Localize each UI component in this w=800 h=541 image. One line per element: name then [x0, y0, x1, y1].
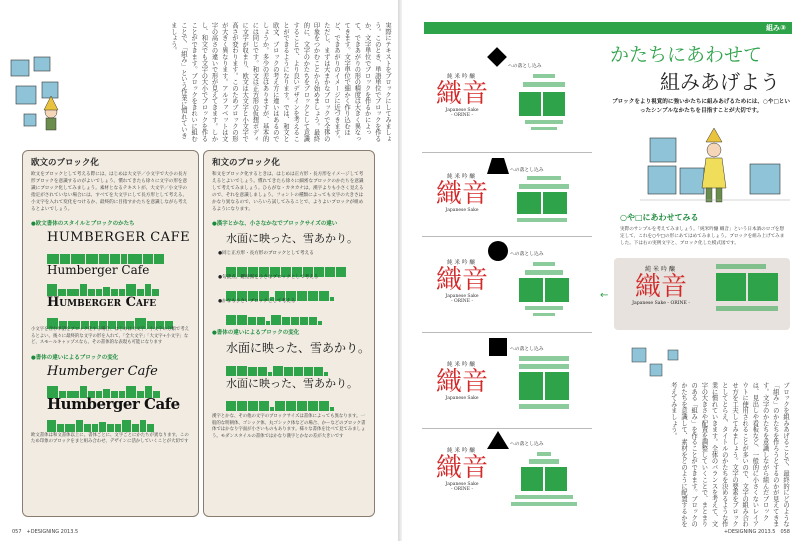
- example-top: 純米吟醸: [644, 266, 677, 273]
- headline-line-1: かたちにあわせて: [610, 44, 763, 66]
- example-block-diagram: [710, 264, 786, 324]
- sake-en-3: Japanese Sake: [445, 294, 479, 299]
- small-blocks-illustration: [628, 342, 688, 382]
- sake-big-5: 織音: [435, 453, 488, 483]
- roman-blocks-1: [47, 245, 197, 257]
- sake-en-2: Japanese Sake: [445, 208, 479, 213]
- headline-line-2: 組みあげよう: [660, 70, 780, 94]
- block-diagram-2: [505, 176, 585, 232]
- left-page: [0, 0, 398, 541]
- drop-label-4: への落とし込み: [510, 347, 544, 352]
- sake-en2-3: - ORINE -: [451, 299, 473, 304]
- japanese-box-body: 和文をブロック化するときは、はじめは正方形・長方形をイメージして考えるとよいでしょう。慣れてきたら徐々に細密なブロックのかたちを意識して考えてみましょう。ひらがな・カタカナは、漢字よりも小さく見えるので、それを意識しましょう。フォントの種類によっても文字の大きさはかなり異なるので、いろいろ試してみることで、よりよいブロックが組めるようになります。: [212, 172, 364, 212]
- block-diagram-1: [505, 74, 585, 134]
- drop-label-1: への落とし込み: [508, 64, 542, 69]
- sake-big-3: 織音: [435, 265, 488, 295]
- section-tag: 組み③: [766, 24, 786, 32]
- sake-big-2: 織音: [435, 179, 488, 209]
- example-box: [614, 258, 790, 330]
- sake-en2-5: - ORINE -: [451, 487, 473, 492]
- diamond-shape-icon: [486, 46, 508, 68]
- roman-blocks-2: [47, 277, 197, 289]
- example-big: 織音: [634, 272, 687, 302]
- japanese-box-title: 和文のブロック化: [212, 158, 280, 168]
- japanese-blocks-2: [226, 282, 375, 294]
- row-sep-1: [422, 152, 592, 153]
- character-illustration: [640, 128, 790, 208]
- square-shape-icon: [489, 338, 507, 356]
- sub-body: 実際のサンプルを考えてみましょう。「純米吟醸 織音」という日本酒のロゴを想定して、これを○や□の形にあてはめてみましょう。ブロックを組み上げてみました。下は右の実例文字と、ブロック化した模式図です。: [620, 227, 785, 246]
- japanese-sample-serif: 水面に映った、雪あかり。: [226, 341, 371, 355]
- sake-logo-2: [432, 172, 492, 213]
- sub-heading: ○や□にあわせてみる: [620, 213, 699, 222]
- roman-caption-2: 欧文書体は和文書体以上に、書体ごとに、文字ごとにかたちが異なります。このため印象のブロックをまと組み合わせ、デザインに活かしていくことが大切です: [31, 432, 189, 444]
- right-folio: +DESIGNING 2013.5 058: [723, 529, 790, 535]
- lead-text: ブロックをより視覚的に強いかたちに組みあげるためには、○や□といったシンプルなかたちを目指すことが大切です。: [612, 99, 790, 114]
- row-sep-4: [422, 428, 592, 429]
- roman-sec2-heading: ●書体の違いによるブロックの変化: [31, 354, 119, 361]
- sake-en2-1: - ORINE -: [451, 113, 473, 118]
- roman-caption-1: 小文字を含む単語をブロック化する場合、はじめは大文字／小文字の分類で考えるとよい。後々に最終的な文字の形を入れて、「全大文字」「大文字+小文字」など、スモールキャップスなら、その書体的な表現も可能になります: [31, 327, 189, 345]
- drop-label-2: への落とし込み: [510, 168, 544, 173]
- sake-logo-3: [432, 258, 492, 304]
- example-logo: [620, 264, 702, 306]
- roman-blocks-5: [47, 413, 197, 425]
- roman-sample-script: Humberger Cafe: [47, 363, 158, 379]
- sake-top-3: 純米吟醸: [446, 260, 477, 266]
- roman-sample-smallcaps: Humberger Cafe: [47, 295, 157, 310]
- sake-big-4: 織音: [435, 367, 488, 397]
- roman-box-title: 欧文のブロック化: [31, 158, 99, 168]
- block-diagram-3: [505, 262, 585, 322]
- roman-box-body: 欧文をブロックとして考える際には、はじめは大文字／小文字で大小の長方形ブロックを意識するのがよいでしょう。慣れてきたら徐々に文字の形を意識にブロック化してみましょう。素材となるテキストが、大文字／小文字の指定がされていない場合には、すべてを大文字にして長方形として考える、小文字を入れて変化をつけるか、最終的に目指すかたちを意識しながら考えるとよいでしょう。: [31, 172, 188, 212]
- roman-sec1-heading: ●欧文書体のスタイルとブロックのかたち: [31, 221, 135, 227]
- japanese-blocks-4: [226, 357, 375, 369]
- block-diagram-4: [505, 356, 585, 422]
- roman-sample-condensed: Humberger Cafe: [47, 394, 180, 413]
- sake-en-4: Japanese Sake: [445, 396, 479, 401]
- japanese-sample-sans: 水面に映った、雪あかり。: [226, 377, 358, 390]
- row-sep-2: [422, 236, 592, 237]
- right-body-text: ブロックを組みあげることで、最終的にどのような「組み」のかたちを作ろうとするのかが見えてきます。文字のかたちを意識しながら組んだブロックは、見出しや看板など、一般的に小さくないレイアウトに使用されることが多いので、文字の組み合わせ方を工夫してみましょう。文字の要素をブロックとしてとらえ、タイトルのかたちを決めるような作業に慣れていきます。全体のバランスを考えて、文字の大きさや配置を調整していくことで、まとまりのある「組み」を作ることができます。ブロックのかたちを意識して、素材をどのように配置するかを考えてみましょう。: [669, 382, 789, 527]
- arrow-left-icon: ←: [600, 290, 609, 301]
- left-folio: 057 +DESIGNING 2013.5: [12, 529, 79, 535]
- section-bar: [424, 22, 792, 34]
- example-en: Japanese Sake - ORINE -: [632, 301, 690, 306]
- roman-sample-caps: HUMBERGER CAFE: [47, 230, 191, 245]
- sake-top-4: 純米吟醸: [446, 362, 477, 368]
- roman-block-box: [22, 150, 199, 517]
- row-sep-3: [422, 332, 592, 333]
- roman-blocks-3: [47, 310, 197, 322]
- sake-en-1: Japanese Sake: [445, 108, 479, 113]
- japanese-blocks-1: [226, 258, 375, 270]
- japanese-blocks-5: [226, 392, 375, 404]
- sake-en-5: Japanese Sake: [445, 482, 479, 487]
- roman-blocks-4: [47, 379, 197, 391]
- roman-sample-mixed: Humberger Cafe: [47, 263, 150, 277]
- sake-logo-5: [432, 446, 492, 492]
- japanese-bullet-1: ●同じ正方形・長方形のブロックとして考える: [218, 251, 314, 256]
- japanese-sec1-heading: ●漢字とかな、小さなかなでブロックサイズの違い: [212, 221, 338, 227]
- sake-big-1: 織音: [435, 79, 488, 109]
- sake-logo-4: [432, 360, 492, 401]
- japanese-bullet-3: ●かなも小さいブロックとして考える: [218, 299, 296, 304]
- japanese-caption: 漢字とかな、その他の文字のブロックサイズは書体によっても異なります。一般的な明朝体、ゴシック体、丸ゴシック体などの場合、かーなどのブロック書体ではかなり字面が小さいものもあります。様々な書体を比べて見てみましょう。モダンスタイルの書体ではかなり漢字とかなの差が大きいです: [212, 414, 366, 439]
- japanese-block-box: [203, 150, 375, 517]
- japanese-bullet-2: ●句読点、鍵括弧を小さなブロックとして考える: [218, 275, 319, 280]
- sake-top-1: 純米吟醸: [446, 74, 477, 80]
- japanese-sample: 水面に映った、雪あかり。: [226, 232, 358, 245]
- sake-logo-1: [432, 72, 492, 118]
- blocks-illustration: [6, 52, 76, 132]
- sake-top-2: 純米吟醸: [446, 174, 477, 180]
- drop-label-5: への落とし込み: [510, 442, 544, 447]
- sake-top-5: 純米吟醸: [446, 448, 477, 454]
- block-diagram-5: [505, 452, 585, 522]
- intro-text: 実際にテキストをブロックにしてみましょう。このとき、単語単位でブロックを作るか、文字単位でブロックを作るかによって、できあがりの形の精度は大きく異なってきます。文字単位で細かく作り込むほど、できあがりのイメージに近づきます。ただし、まずは大まかなブロックで全体の印象をつかむことから始めましょう。最終的に、文字のかたちをブロックとして意識することで、より良いデザインを考えることができるようになります。では、和文と欧文、ブロックの考え方に違いはあるのでしょうか。多少の差はありますが、基本的には同じです。和文は正方形の仮想ボディに文字が収まり、欧文は大文字と小文字で高さが変わります。このためブロックの形が大きく異なります。アルファベットは文字の高さの違いで形が見えてきます。しかし、和文でも文字の大小でブロックを作ることができます。ブロックをきれいに組むことで、「組み」という作業に慣れていきましょう。: [169, 22, 391, 142]
- drop-label-3: への落とし込み: [510, 252, 544, 257]
- japanese-blocks-3: [226, 306, 375, 318]
- japanese-sec2-heading: ●書体の違いによるブロックの変化: [212, 330, 300, 336]
